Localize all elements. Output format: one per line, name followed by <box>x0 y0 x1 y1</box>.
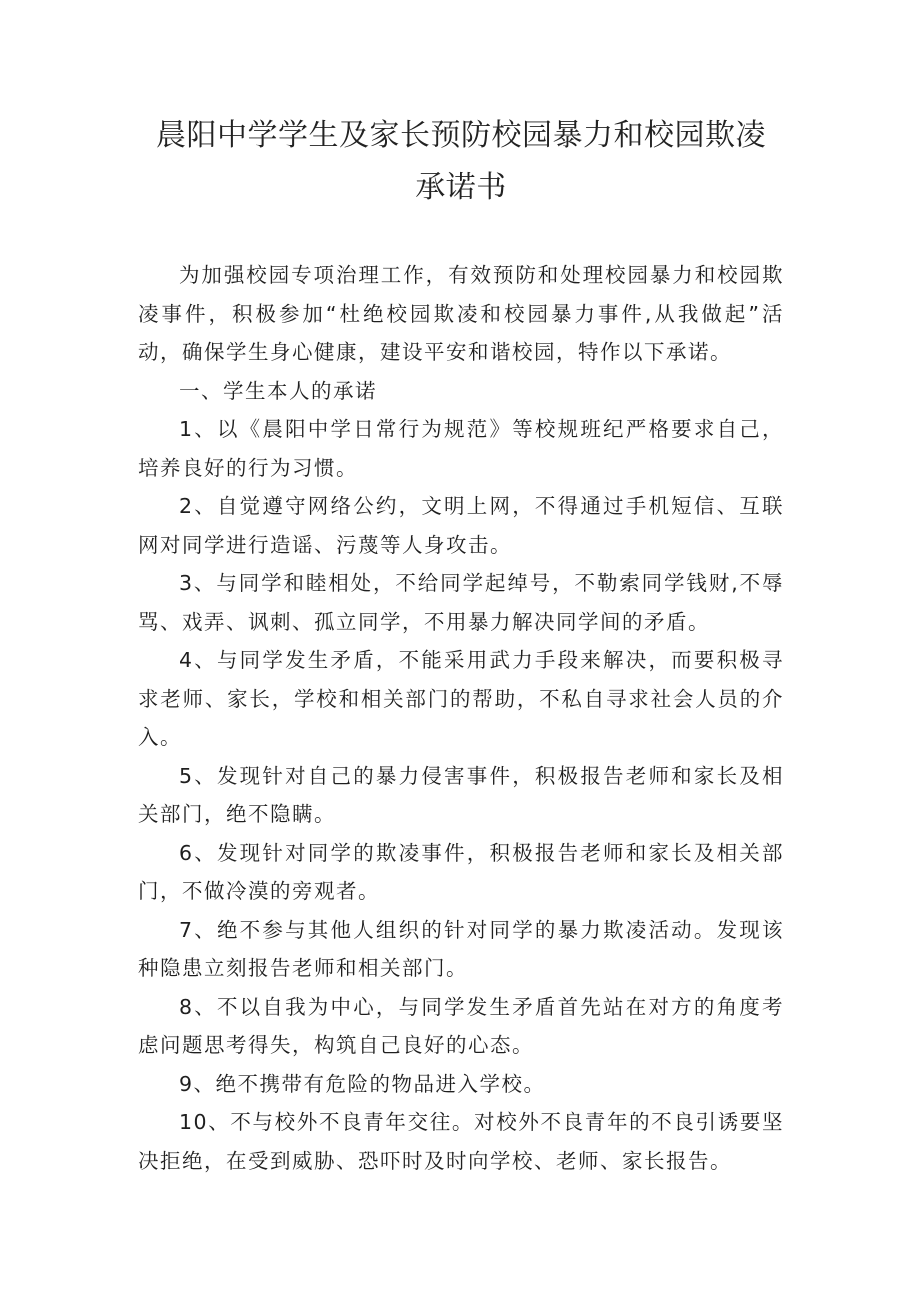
pledge-item-3: 3、与同学和睦相处，不给同学起绰号，不勒索同学钱财,不辱骂、戏弄、讽刺、孤立同学，不用暴力解决同学间的矛盾。 <box>138 571 784 634</box>
pledge-item-9: 9、绝不携带有危险的物品进入学校。 <box>179 1071 546 1096</box>
pledge-item-10: 10、不与校外不良青年交往。对校外不良青年的不良引诱要坚决拒绝，在受到威胁、恐吓时及时向学校、老师、家长报告。 <box>138 1110 784 1173</box>
pledge-item-8: 8、不以自我为中心，与同学发生矛盾首先站在对方的角度考虑问题思考得失，构筑自己良好的心态。 <box>138 994 784 1057</box>
intro-paragraph: 为加强校园专项治理工作，有效预防和处理校园暴力和校园欺凌事件，积极参加“杜绝校园欺凌和校园暴力事件,从我做起”活动，确保学生身心健康，建设平安和谐校园，特作以下承诺。 <box>138 263 784 364</box>
pledge-item-1: 1、以《晨阳中学日常行为规范》等校规班纪严格要求自己，培养良好的行为习惯。 <box>138 417 784 480</box>
title-line-2: 承诺书 <box>415 170 507 205</box>
title-line-1: 晨阳中学学生及家长预防校园暴力和校园欺凌 <box>156 118 766 153</box>
section-heading-student: 一、学生本人的承诺 <box>179 378 377 403</box>
document-body <box>138 256 784 1180</box>
pledge-item-6: 6、发现针对同学的欺凌事件，积极报告老师和家长及相关部门，不做冷漠的旁观者。 <box>138 840 784 903</box>
pledge-item-4: 4、与同学发生矛盾，不能采用武力手段来解决，而要积极寻求老师、家长，学校和相关部门的帮助，不私自寻求社会人员的介入。 <box>138 648 784 749</box>
document-title <box>138 110 784 214</box>
pledge-item-2: 2、自觉遵守网络公约，文明上网，不得通过手机短信、互联网对同学进行造谣、污蔑等人身攻击。 <box>138 494 784 557</box>
pledge-item-5: 5、发现针对自己的暴力侵害事件，积极报告老师和家长及相关部门，绝不隐瞒。 <box>138 763 784 826</box>
pledge-item-7: 7、绝不参与其他人组织的针对同学的暴力欺凌活动。发现该种隐患立刻报告老师和相关部门。 <box>138 917 784 980</box>
